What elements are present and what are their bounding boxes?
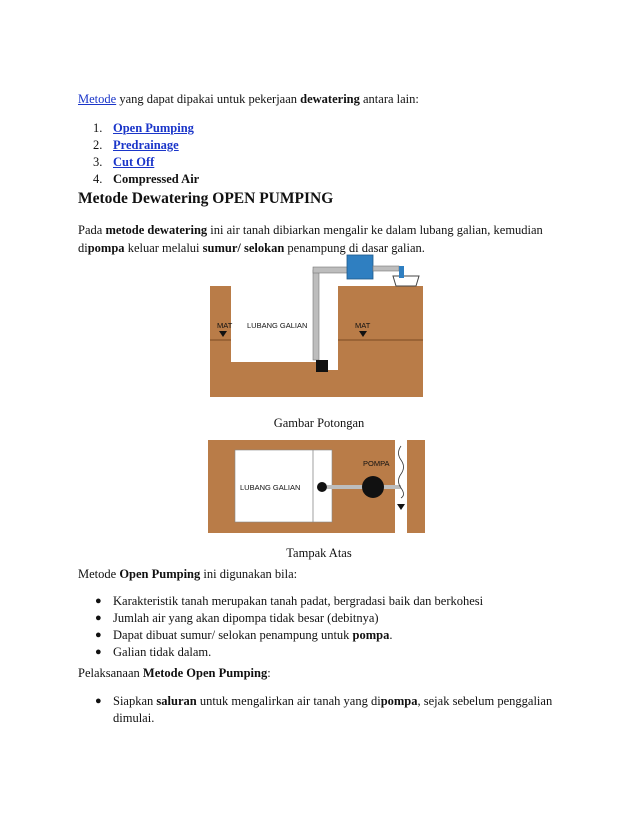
list-item: 1. Open Pumping [93, 121, 194, 135]
cut-off-link[interactable]: Cut Off [113, 155, 155, 169]
usage-intro: Metode Open Pumping ini digunakan bila: [78, 567, 298, 581]
top-view-diagram [205, 440, 430, 535]
caption-tampak-atas: Tampak Atas [286, 546, 352, 560]
list-item: 2. Predrainage [93, 138, 179, 152]
list-item: ● Jumlah air yang akan dipompa tidak besar (debitnya) [95, 611, 379, 625]
list-item: ● Karakteristik tanah merupakan tanah padat, bergradasi baik dan berkohesi [95, 594, 484, 608]
pit-label: LUBANG GALIAN [240, 483, 301, 492]
discharge-basin [393, 276, 419, 286]
cross-section-diagram [205, 252, 430, 397]
steps-list [78, 693, 562, 727]
mat-right-label: MAT [355, 321, 371, 330]
open-pumping-link[interactable]: Open Pumping [113, 121, 194, 135]
pipe [313, 270, 319, 360]
metode-link[interactable]: Metode [78, 92, 117, 106]
list-item: ● Dapat dibuat sumur/ selokan penampung untuk pompa. [95, 628, 393, 642]
pump-label: POMPA [363, 459, 390, 468]
pit-label: LUBANG GALIAN [247, 321, 308, 330]
pump-icon [362, 476, 384, 498]
methods-list [78, 120, 562, 188]
sump [316, 360, 328, 372]
caption-potongan: Gambar Potongan [273, 416, 365, 430]
list-item: ● Galian tidak dalam. [95, 645, 212, 659]
compressed-air-label: Compressed Air [113, 172, 200, 186]
list-item: 3. Cut Off [93, 155, 155, 169]
conditions-list [78, 593, 562, 661]
mat-left-label: MAT [217, 321, 233, 330]
predrainage-link[interactable]: Predrainage [113, 138, 179, 152]
list-item: 4. Compressed Air [93, 172, 200, 186]
execution-intro: Pelaksanaan Metode Open Pumping: [78, 666, 271, 680]
intro-paragraph: Metode yang dapat dipakai untuk pekerjaan dewatering antara lain: [78, 92, 419, 106]
list-item: ● Siapkan saluran untuk mengalirkan air tanah yang dipompa, sejak sebelum penggalian dimulai. [95, 694, 553, 725]
pump-icon [347, 255, 373, 279]
section-heading: Metode Dewatering OPEN PUMPING [78, 190, 334, 207]
description-paragraph: Pada metode dewatering ini air tanah dibiarkan mengalir ke dalam lubang galian, kemudian dipompa keluar melalui sumur/ selokan penampung di dasar galian. [78, 223, 543, 255]
